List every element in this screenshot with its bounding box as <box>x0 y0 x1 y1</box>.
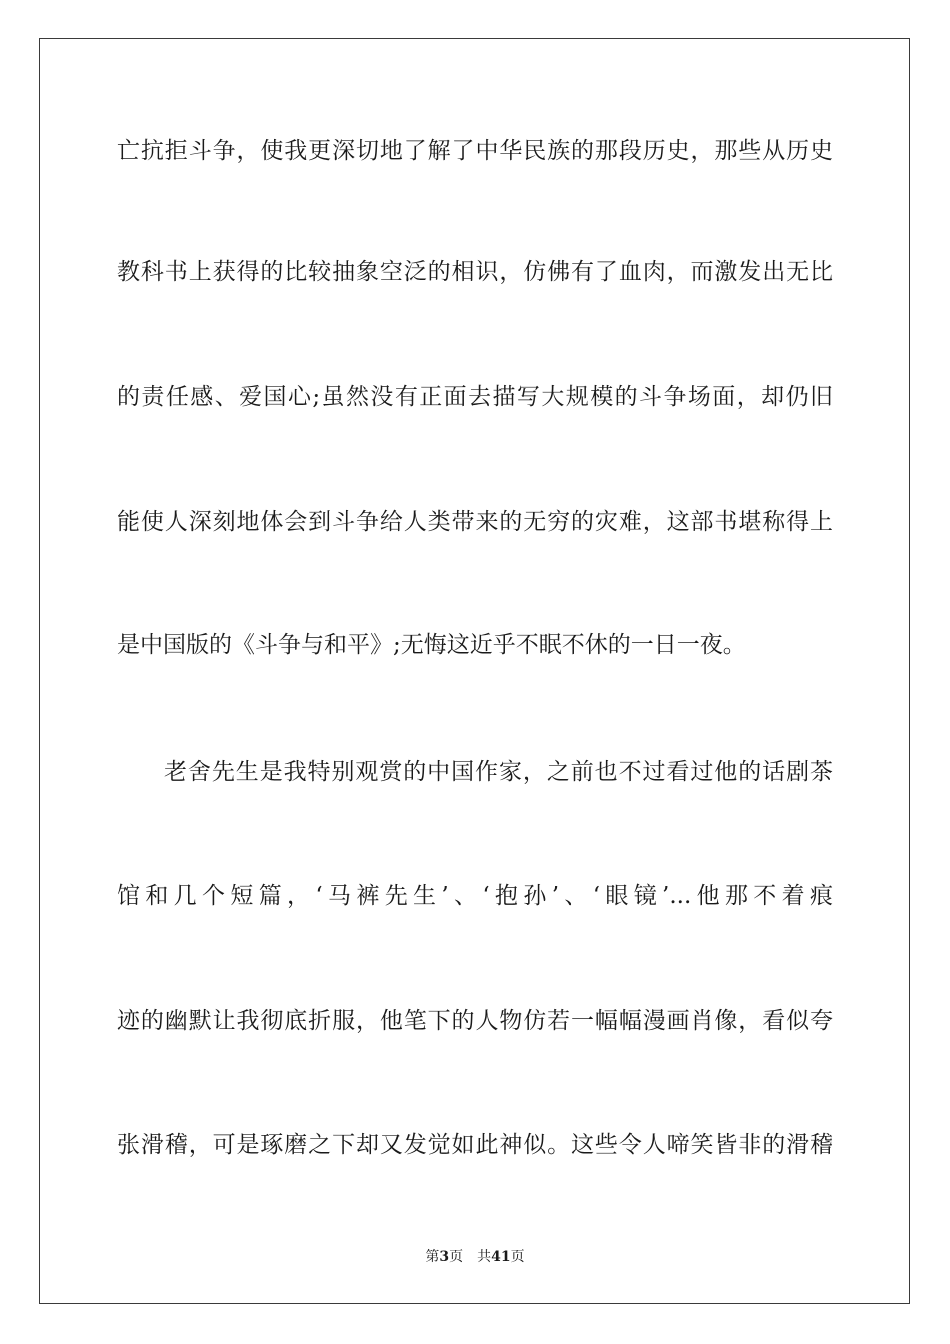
total-suffix: 页 <box>510 1249 525 1265</box>
paragraph-line: 亡抗拒斗争，使我更深切地了解了中华民族的那段历史，那些从历史 <box>117 138 833 164</box>
total-prefix: 共 <box>477 1249 492 1265</box>
paragraph-line: 馆和几个短篇，‘马裤先生’、‘抱孙’、‘眼镜’...他那不着痕 <box>117 883 833 909</box>
paragraph-line: 是中国版的《斗争与和平》;无悔这近乎不眠不休的一日一夜。 <box>117 632 746 658</box>
page-footer <box>0 1248 950 1266</box>
paragraph-line: 张滑稽，可是琢磨之下却又发觉如此神似。这些令人啼笑皆非的滑稽 <box>117 1132 833 1158</box>
page-suffix: 页 <box>449 1249 464 1265</box>
page-border <box>39 38 910 1304</box>
page-number: 3 <box>439 1249 450 1265</box>
paragraph-line: 能使人深刻地体会到斗争给人类带来的无穷的灾难，这部书堪称得上 <box>117 509 833 535</box>
page-prefix: 第 <box>425 1249 440 1265</box>
paragraph-line: 的责任感、爱国心;虽然没有正面去描写大规模的斗争场面，却仍旧 <box>117 384 833 410</box>
total-pages: 41 <box>491 1249 511 1265</box>
paragraph-line: 迹的幽默让我彻底折服，他笔下的人物仿若一幅幅漫画肖像，看似夸 <box>117 1008 833 1034</box>
paragraph-line: 老舍先生是我特别观赏的中国作家，之前也不过看过他的话剧茶 <box>164 759 833 785</box>
paragraph-line: 教科书上获得的比较抽象空泛的相识，仿佛有了血肉，而激发出无比 <box>117 259 833 285</box>
